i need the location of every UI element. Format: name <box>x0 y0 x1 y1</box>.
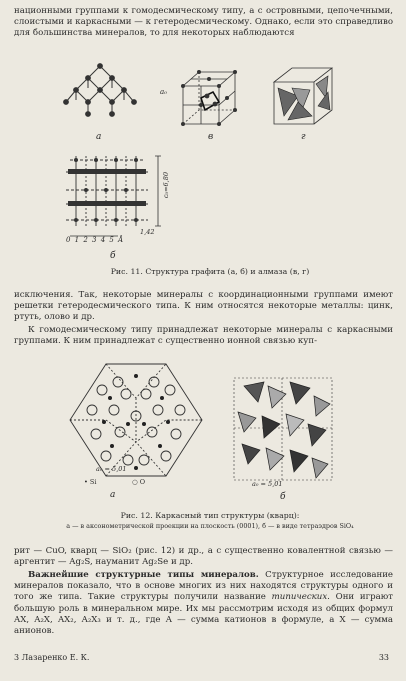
diamond-tetrahedra-g <box>268 66 338 130</box>
quartz-tetrahedra-b <box>224 368 342 494</box>
fig11-label-b: б <box>110 251 116 261</box>
page-number: 33 <box>378 653 389 662</box>
graphite-structure-a <box>60 60 140 130</box>
fig12-legend-o: ○ O <box>132 478 146 486</box>
middle-paragraph-2: К гомодесмическому типу принадлежат некоторые минералы с каркасными группами. К ним принадлежат с существенно ионной связью куп- <box>14 325 393 347</box>
bottom-paragraph-2-part-b: Они играют большую роль в минеральном мире. Их мы рассмотрим исходя из общих формул AX, A₂X, AX₂, A₂X₃ и т. д., где A — сумма катионов в формуле, а X — сумма анионов. <box>14 592 393 637</box>
middle-paragraph-1: исключения. Так, некоторые минералы с координационными группами имеют решетки гетеродесмического типа. К ним относятся некоторые металлы: цинк, ртуть, олово и др. <box>14 290 393 323</box>
fig11-caption: Рис. 11. Структура графита (а, б) и алмаза (в, г) <box>110 267 310 276</box>
fig11-c0-label: c₀=6,80 <box>162 172 170 199</box>
section-heading: Важнейшие структурные типы минералов. <box>28 570 259 580</box>
graphite-layers-b <box>62 150 172 242</box>
bottom-paragraph-2-italic: типических. <box>271 592 330 603</box>
fig11-label-g: г <box>301 132 306 142</box>
fig11-bond-length: 1,42 <box>140 228 155 236</box>
fig12-legend-si: • Si <box>84 478 97 486</box>
fig12-caption-detail: а — в аксонометрической проекции на плоскость (0001), б — в виде тетраэдров SiO₄ <box>66 522 354 530</box>
fig12-caption-title: Рис. 12. Каркасный тип структуры (кварц): <box>120 511 300 520</box>
quartz-projection-a <box>66 360 206 482</box>
fig12-a-dimension: a₀ = 5,01 <box>96 465 127 473</box>
top-paragraph: национными группами к гомодесмическому типу, а с островными, цепочечными, слоистыми и каркасными — к гетеродесмическому. Однако, если это справедливо для большинства минералов, то для некоторых наблюдаются <box>14 6 393 39</box>
fig11-a0-label: a₀ <box>160 88 167 96</box>
bottom-paragraph-1: рит — CuO, кварц — SiO₂ (рис. 12) и др., а с существенно ковалентной связью — аргентит — Ag₂S, науманит Ag₂Se и др. <box>14 546 393 568</box>
fig11-scale-numbers: 0 1 2 3 4 5 Å <box>66 236 125 244</box>
bottom-paragraph-2-part-a: Структурное исследование минералов показало, что в основе многих из них находятся структуры одного и того же типа. Такие структуры получили название <box>14 570 394 603</box>
fig11-label-v: в <box>208 132 214 142</box>
bottom-paragraph-2 <box>14 570 393 637</box>
footer-signature: 3 Лазаренко Е. К. <box>14 653 90 662</box>
diamond-structure-v <box>175 68 245 130</box>
fig12-label-b: б <box>280 492 286 502</box>
fig11-label-a: а <box>96 132 102 142</box>
fig12-label-a: а <box>110 490 116 500</box>
fig12-b-dimension: a₀ = 5,01 <box>252 480 283 488</box>
